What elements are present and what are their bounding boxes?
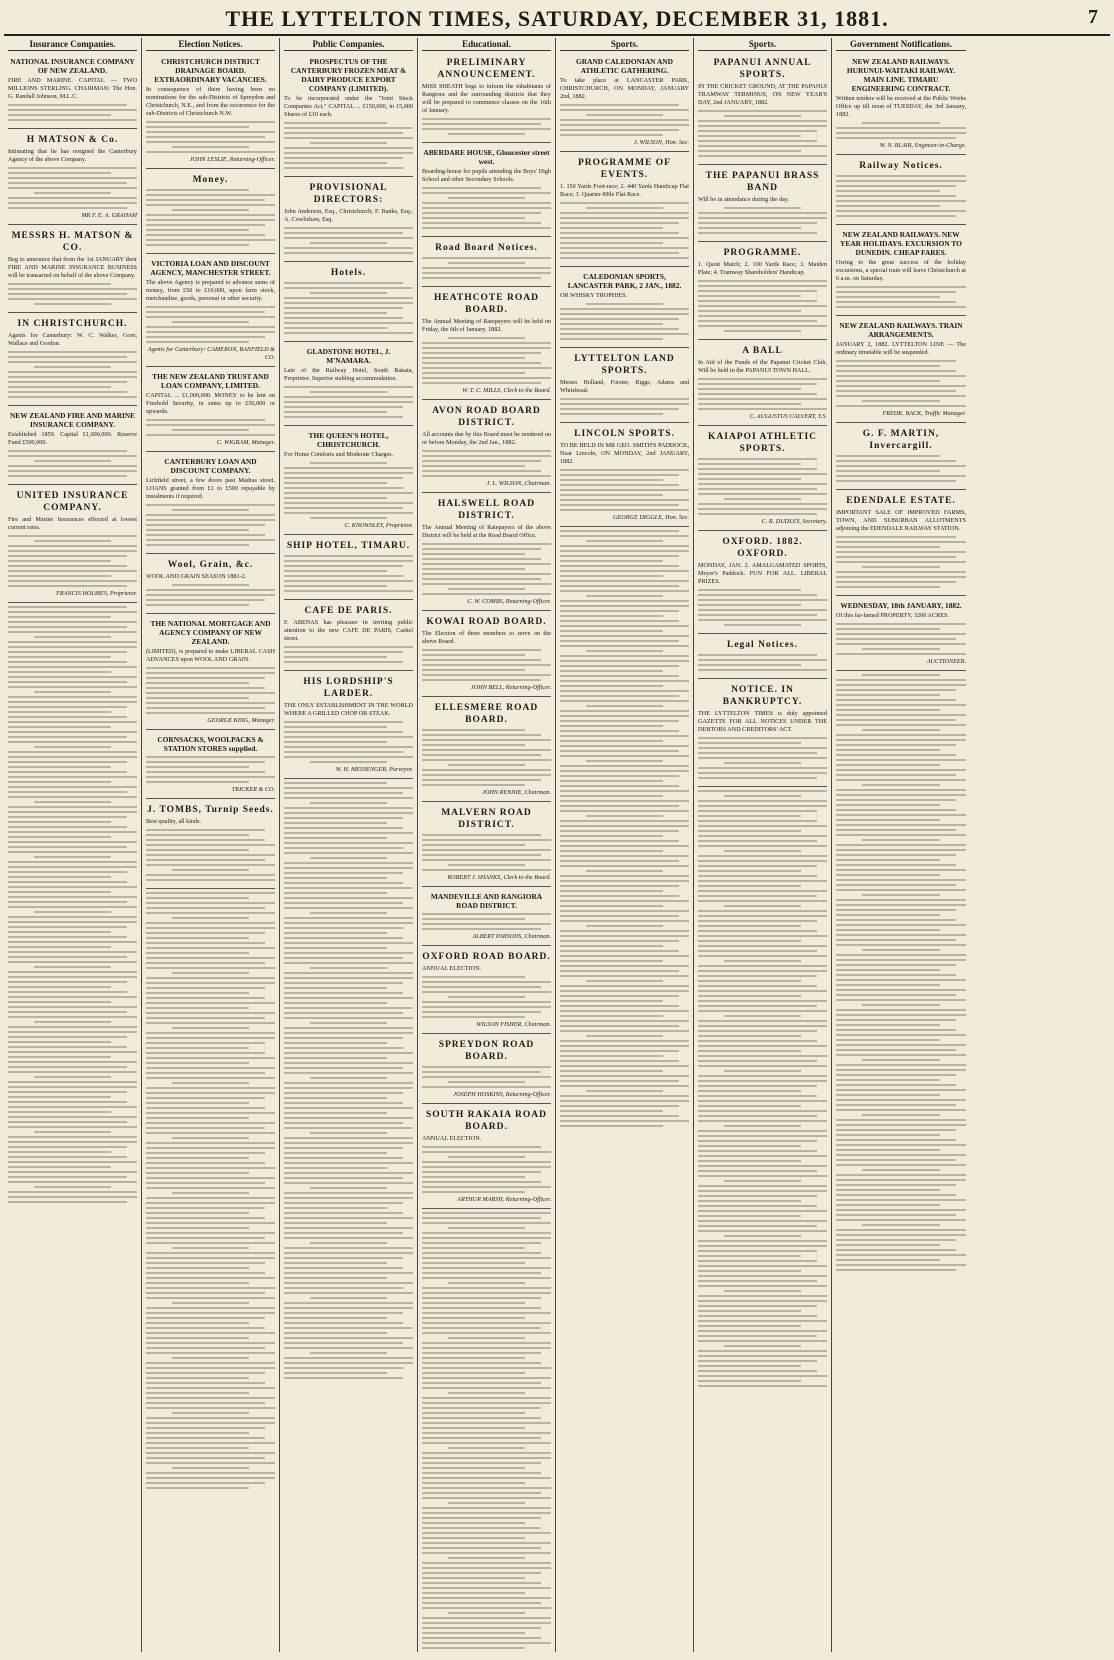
- advertisement: [422, 613, 551, 697]
- ad-title: HIS LORDSHIP'S LARDER.: [303, 677, 394, 699]
- ad-signature: GEORGE DIGGLE, Hon. Sec.: [613, 514, 689, 521]
- ad-title: PROGRAMME OF EVENTS.: [577, 158, 671, 180]
- masthead: [4, 4, 1110, 36]
- body-text-lines: [8, 535, 137, 587]
- ad-title: PAPANUI ANNUAL SPORTS.: [713, 58, 812, 80]
- ad-text: F. ABENAS has pleasure in inviting public attention to the new CAFE DE PARIS, Cashel street.: [284, 619, 413, 642]
- advertisement: [284, 602, 413, 671]
- ad-text: Beg to announce that from the 1st JANUARY their FIRE AND MARINE INSURANCE BUSINESS will be transacted on behalf of the above Company.: [8, 256, 137, 279]
- body-text-lines: [284, 555, 413, 592]
- body-text-lines: [836, 536, 966, 588]
- ad-text: John Anderson, Esq., Christchurch; F. Banks, Esq.; A. Cowlishaw, Esq.: [284, 208, 413, 223]
- ad-title: OXFORD. 1882. OXFORD.: [722, 537, 803, 559]
- body-text-lines: [422, 729, 551, 786]
- advertisement: [836, 492, 966, 596]
- ad-text: CAPITAL ... £1,000,000. MONEY to be lent on Freehold Security, in sums up to £50,000 or upwards.: [146, 392, 275, 415]
- body-text-lines: [284, 462, 413, 519]
- ad-title: KOWAI ROAD BOARD.: [426, 617, 547, 627]
- body-text-lines: [698, 458, 827, 515]
- ad-title: AVON ROAD BOARD DISTRICT.: [432, 406, 541, 428]
- advertisement: [836, 157, 966, 225]
- filler-text: [836, 674, 966, 1271]
- ad-signature: ALBERT PARSONS, Chairman.: [472, 933, 551, 940]
- advertisement: [146, 171, 275, 254]
- advertisement: [8, 227, 137, 313]
- advertisement: [422, 804, 551, 887]
- body-text-lines: [422, 257, 551, 279]
- column-heading: Insurance Companies.: [8, 38, 137, 51]
- body-text-lines: [284, 122, 413, 169]
- body-text-lines: [284, 227, 413, 254]
- ad-text: Will be in attendance during the day.: [698, 196, 789, 203]
- ad-text: IN THE CRICKET GROUND, AT THE PAPANUI TRAMWAY TERMINUS, ON NEW YEAR'S DAY, 2nd JANUARY, 1882.: [698, 83, 827, 106]
- ad-text: 1. Quoit Match; 2. 100 Yards Race; 3. Maiden Plate; 4. Tramway Shareholders' Handicap.: [698, 261, 827, 276]
- body-text-lines: [284, 386, 413, 418]
- ad-title: PROSPECTUS OF THE CANTERBURY FROZEN MEAT & DAIRY PRODUCE EXPORT COMPANY (LIMITED).: [290, 57, 407, 93]
- ad-signature: W. T. C. MILLS, Clerk to the Board.: [462, 387, 551, 394]
- ad-title: EDENDALE ESTATE.: [846, 496, 956, 506]
- ad-title: OXFORD ROAD BOARD.: [422, 952, 551, 962]
- ad-signature: Agents for Canterbury: CAMERON, BANFIELD & CO.: [147, 346, 275, 361]
- body-text-lines: [8, 351, 137, 398]
- body-text-lines: [146, 504, 275, 546]
- advertisement: [284, 673, 413, 779]
- ad-title: CHRISTCHURCH DISTRICT DRAINAGE BOARD. EXTRAORDINARY VACANCIES.: [154, 57, 267, 84]
- ad-title: UNITED INSURANCE COMPANY.: [16, 491, 129, 513]
- ad-title: Railway Notices.: [859, 161, 943, 171]
- body-text-lines: [560, 469, 689, 511]
- advertisement: [560, 154, 689, 267]
- advertisement: [422, 889, 551, 946]
- advertisement: [284, 179, 413, 262]
- ad-signature: J. L. WILSON, Chairman.: [486, 480, 551, 487]
- ad-text: Intimating that he has resigned the Canterbury Agency of the above Company.: [8, 148, 137, 163]
- ad-title: H MATSON & Co.: [26, 135, 119, 145]
- body-text-lines: [698, 110, 827, 157]
- ad-text: Of this far-famed PROPERTY, 3200 ACRES.: [836, 612, 949, 619]
- ad-signature: C. R. DUDLEY, Secretary.: [761, 518, 827, 525]
- ad-title: THE NEW ZEALAND TRUST AND LOAN COMPANY, LIMITED.: [152, 372, 269, 390]
- advertisement: [146, 454, 275, 554]
- ad-title: NOTICE. IN BANKRUPTCY.: [722, 685, 803, 707]
- advertisement: [8, 54, 137, 129]
- column-6: [694, 38, 832, 1652]
- ad-text: THE ONLY ESTABLISHMENT IN THE WORLD WHERE A GRILLED CHOP OR STEAK.: [284, 702, 413, 717]
- ad-title: CAFE DE PARIS.: [304, 606, 393, 616]
- ad-title: VICTORIA LOAN AND DISCOUNT AGENCY, MANCHESTER STREET.: [150, 259, 271, 277]
- ad-title: HALSWELL ROAD DISTRICT.: [437, 499, 536, 521]
- body-text-lines: [560, 398, 689, 415]
- body-text-lines: [146, 667, 275, 714]
- column-heading: Public Companies.: [284, 38, 413, 51]
- ad-text: To be incorporated under the "Joint Stock Companies Act." CAPITAL ... £150,000, in 15,000 Shares of £10 each.: [284, 95, 413, 118]
- ad-title: SHIP HOTEL, TIMARU.: [286, 541, 411, 551]
- ad-text: For Home Comforts and Moderate Charges.: [284, 451, 394, 458]
- advertisement: [422, 239, 551, 287]
- ad-signature: JOHN RENNIE, Chairman.: [482, 789, 551, 796]
- filler-text: [146, 892, 275, 1489]
- body-text-lines: [422, 187, 551, 229]
- ad-title: Money.: [192, 175, 229, 185]
- body-text-lines: [422, 976, 551, 1018]
- ad-signature: ARTHUR MARSH, Returning-Officer.: [457, 1196, 551, 1203]
- body-text-lines: [146, 756, 275, 783]
- advertisement: [698, 244, 827, 340]
- column-heading: Sports.: [698, 38, 827, 51]
- column-5: [556, 38, 694, 1652]
- ad-title: CANTERBURY LOAN AND DISCOUNT COMPANY.: [164, 457, 257, 475]
- advertisement: [698, 342, 827, 426]
- ad-text: The Election of three members to serve on the above Board.: [422, 630, 551, 645]
- ad-signature: W. N. BLAIR, Engineer-in-Charge.: [879, 142, 966, 149]
- filler-text: [284, 782, 413, 1379]
- ad-text: Late of the Railway Hotel, South Rakaia, Proprietor. Superior stabling accommodation.: [284, 367, 413, 382]
- ad-text: The Annual Meeting of Ratepayers will be held on Friday, the 6th of January, 1882.: [422, 318, 551, 333]
- body-text-lines: [284, 646, 413, 663]
- body-text-lines: [560, 104, 689, 136]
- advertisement: [698, 533, 827, 634]
- ad-title: LYTTELTON LAND SPORTS.: [574, 354, 675, 376]
- ad-title: Hotels.: [330, 268, 367, 278]
- ad-text: In consequence of there having been no nominations for the sub-Districts of Spreydon and Christchurch, N.E., and from the occurrence for the sub-Districts of Christchurch N.W.: [146, 86, 275, 117]
- ad-title: NATIONAL INSURANCE COMPANY OF NEW ZEALAND.: [10, 57, 135, 75]
- columns: [4, 38, 1110, 1652]
- ad-title: LINCOLN SPORTS.: [574, 429, 675, 439]
- body-text-lines: [422, 450, 551, 477]
- ad-title: J. TOMBS, Turnip Seeds.: [147, 805, 274, 815]
- ad-signature: GEORGE KING, Manager.: [207, 717, 275, 724]
- advertisement: [146, 54, 275, 169]
- advertisement: [422, 402, 551, 493]
- ad-title: GLADSTONE HOTEL, J. M'NAMARA.: [306, 347, 391, 365]
- ad-text: (LIMITED), is prepared to make LIBERAL CASH ADVANCES upon WOOL AND GRAIN.: [146, 648, 275, 663]
- body-text-lines: [146, 829, 275, 881]
- advertisement: [422, 495, 551, 611]
- body-text-lines: [698, 589, 827, 626]
- advertisement: [836, 425, 966, 490]
- ad-title: Legal Notices.: [727, 640, 798, 650]
- ad-text: Messrs Holland, Forster, Riggs, Adams and Whitehead.: [560, 379, 689, 394]
- ad-text: OR WHISKY TROPHIES.: [560, 292, 628, 299]
- ad-signature: C. WIGRAM, Manager.: [216, 439, 275, 446]
- ad-text: Lichfield street, a few doors past Madras street. LOANS granted from £1 to £500 repayable by instalments if required.: [146, 477, 275, 500]
- ad-text: The above Agency is prepared to advance sums of money, from £50 to £10,000, upon farm stock, merchandise, goods, personal or other security.: [146, 279, 275, 302]
- body-text-lines: [698, 378, 827, 410]
- advertisement: [836, 227, 966, 316]
- ad-signature: TRICKER & CO.: [231, 786, 275, 793]
- ad-signature: JOHN BELL, Returning-Officer.: [470, 684, 551, 691]
- ad-title: ELLESMERE ROAD BOARD.: [434, 703, 539, 725]
- body-text-lines: [836, 175, 966, 217]
- body-text-lines: [698, 280, 827, 332]
- ad-title: ABERDARE HOUSE, Gloucester street west.: [423, 148, 550, 166]
- advertisement: [146, 732, 275, 799]
- ad-text: Best quality, all kinds.: [146, 818, 202, 825]
- filler-text: [560, 530, 689, 1127]
- ad-title: MALVERN ROAD DISTRICT.: [441, 808, 532, 830]
- advertisement: [284, 428, 413, 535]
- column-7: [832, 38, 970, 1652]
- column-heading: Government Notifications.: [836, 38, 966, 51]
- column-heading: Election Notices.: [146, 38, 275, 51]
- ad-text: Agents for Canterbury: W. C. Walker, Gore; Wallace and Gordon.: [8, 332, 137, 347]
- ad-text: Fire and Marine Insurances effected at lowest current rates.: [8, 516, 137, 531]
- advertisement: [422, 54, 551, 143]
- filler-text: [8, 606, 137, 1203]
- advertisement: [422, 699, 551, 802]
- ad-signature: J. WILSON, Hon. Sec.: [633, 139, 689, 146]
- ad-text: In Aid of the Funds of the Papanui Cricket Club, Will be held in the PAPANUI TOWN HALL.: [698, 359, 827, 374]
- ad-text: The Annual Meeting of Ratepayers of the above District will be held at the Road Board Office.: [422, 524, 551, 539]
- ad-signature: FREDK. BACK, Traffic Manager.: [882, 410, 966, 417]
- column-heading: Educational.: [422, 38, 551, 51]
- ad-text: IMPORTANT SALE OF IMPROVED FARMS, TOWN, AND SUBURBAN ALLOTMENTS adjoining the EDENDALE RAILWAY STATION.: [836, 509, 966, 532]
- body-text-lines: [422, 834, 551, 871]
- ad-signature: JOSEPH HOSKINS, Returning-Officer.: [453, 1091, 551, 1098]
- ad-title: CALEDONIAN SPORTS, LANCASTER PARK, 2 JAN., 1882.: [567, 272, 682, 290]
- advertisement: [8, 408, 137, 485]
- advertisement: [284, 344, 413, 426]
- column-3: [280, 38, 418, 1652]
- ad-signature: FRANCIS HOLMES, Proprietor.: [56, 590, 137, 597]
- advertisement: [422, 289, 551, 400]
- advertisement: [698, 428, 827, 531]
- body-text-lines: [8, 167, 137, 209]
- ad-title: A BALL: [742, 346, 783, 356]
- ad-text: Written tenders will be received at the Public Works Office up till noon of TUESDAY, the 3rd January, 1882.: [836, 95, 966, 118]
- ad-text: Boarding-house for pupils attending the Boys' High School and other Secondary Schools.: [422, 168, 551, 183]
- advertisement: [698, 636, 827, 679]
- body-text-lines: [146, 121, 275, 153]
- ad-title: IN CHRISTCHURCH.: [17, 319, 128, 329]
- body-text-lines: [698, 207, 827, 234]
- ad-text: To take place at LANCASTER PARK, CHRISTCHURCH, ON MONDAY, JANUARY 2nd, 1882.: [560, 77, 689, 100]
- ad-signature: W. H. MESSENGER, Purveyor.: [335, 766, 413, 773]
- ad-title: CORNSACKS, WOOLPACKS & STATION STORES supplied.: [157, 735, 264, 753]
- body-text-lines: [8, 104, 137, 121]
- ad-text: Established 1859. Capital £1,000,000. Reserve Fund £500,000.: [8, 431, 137, 446]
- body-text-lines: [146, 419, 275, 436]
- advertisement: [560, 269, 689, 348]
- body-text-lines: [422, 543, 551, 595]
- advertisement: [146, 801, 275, 889]
- ad-title: THE NATIONAL MORTGAGE AND AGENCY COMPANY OF NEW ZEALAND.: [150, 619, 271, 646]
- body-text-lines: [560, 202, 689, 259]
- advertisement: [422, 948, 551, 1034]
- body-text-lines: [836, 122, 966, 139]
- ad-title: Road Board Notices.: [435, 243, 538, 253]
- ad-signature: JOHN LESLIE, Returning-Officer.: [189, 156, 275, 163]
- ad-title: GRAND CALEDONIAN AND ATHLETIC GATHERING.: [576, 57, 673, 75]
- ad-title: PRELIMINARY ANNOUNCEMENT.: [437, 58, 536, 80]
- ad-text: Owing to the great success of the holiday excursions, a special train will leave Christchurch at 6 a.m. on Saturday.: [836, 259, 966, 282]
- body-text-lines: [698, 654, 827, 671]
- column-4: [418, 38, 556, 1652]
- advertisement: [698, 54, 827, 165]
- ad-title: NEW ZEALAND FIRE AND MARINE INSURANCE COMPANY.: [9, 411, 136, 429]
- ad-title: NEW ZEALAND RAILWAYS. NEW YEAR HOLIDAYS. EXCURSION TO DUNEDIN. CHEAP FARES.: [840, 230, 962, 257]
- ad-text: MISS SHEATH begs to inform the inhabitants of Rangiora and the surrounding districts that they will be prepared to commence classes on the 16th of January.: [422, 83, 551, 114]
- ad-title: NEW ZEALAND RAILWAYS. HURUNUI-WAITAKI RAILWAY. MAIN LINE. TIMARU ENGINEERING CONTRACT.: [846, 57, 956, 93]
- body-text-lines: [8, 450, 137, 477]
- body-text-lines: [836, 623, 966, 655]
- ad-text: WOOL AND GRAIN SEASON 1881-2.: [146, 573, 247, 580]
- body-text-lines: [146, 189, 275, 246]
- ad-title: SOUTH RAKAIA ROAD BOARD.: [426, 1110, 547, 1132]
- advertisement: [836, 54, 966, 155]
- ad-text: TO BE HELD IN MR GEO. SMITH'S PADDOCK, Near Lincoln, ON MONDAY, 2nd JANUARY, 1882.: [560, 442, 689, 465]
- ad-text: ANNUAL ELECTION.: [422, 1135, 482, 1142]
- body-text-lines: [836, 455, 966, 482]
- ad-title: PROVISIONAL DIRECTORS:: [309, 183, 388, 205]
- ad-signature: C. W. COMBS, Returning-Officer.: [467, 598, 551, 605]
- body-text-lines: [698, 737, 827, 779]
- advertisement: [146, 556, 275, 614]
- ad-title: PROGRAMME.: [723, 248, 802, 258]
- page-number: 7: [1088, 6, 1098, 28]
- body-text-lines: [8, 283, 137, 305]
- advertisement: [560, 425, 689, 527]
- ad-title: THE PAPANUI BRASS BAND: [705, 171, 820, 193]
- body-text-lines: [284, 282, 413, 334]
- newspaper-title: THE LYTTELTON TIMES, SATURDAY, DECEMBER 31, 1881.: [225, 6, 889, 31]
- body-text-lines: [422, 118, 551, 135]
- body-text-lines: [836, 286, 966, 308]
- ad-title: WEDNESDAY, 18th JANUARY, 1882.: [840, 601, 962, 610]
- ad-title: NEW ZEALAND RAILWAYS. TRAIN ARRANGEMENTS.: [839, 321, 963, 339]
- advertisement: [8, 487, 137, 603]
- ad-title: SPREYDON ROAD BOARD.: [438, 1040, 535, 1062]
- advertisement: [836, 318, 966, 423]
- ad-signature: MR F. E. A. GRAHAM: [81, 212, 137, 219]
- ad-text: JANUARY 2, 1882. LYTTELTON LINE — The ordinary timetable will be suspended.: [836, 341, 966, 356]
- advertisement: [8, 131, 137, 225]
- ad-text: THE LYTTELTON TIMES is duly appointed GAZETTE FOR ALL NOTICES UNDER THE DEBTORS AND CREDITORS' ACT.: [698, 710, 827, 733]
- ad-text: All accounts due by this Board must be rendered on or before Monday, the 2nd Jan., 1882.: [422, 431, 551, 446]
- body-text-lines: [422, 1146, 551, 1193]
- ad-title: G. F. MARTIN, Invercargill.: [862, 429, 940, 451]
- body-text-lines: [146, 584, 275, 606]
- ad-signature: ROBERT J. SHANKS, Clerk to the Board.: [447, 874, 551, 881]
- body-text-lines: [836, 360, 966, 407]
- ad-title: KAIAPOI ATHLETIC SPORTS.: [708, 432, 817, 454]
- advertisement: [284, 537, 413, 600]
- ad-title: MESSRS H. MATSON & CO.: [11, 231, 134, 253]
- advertisement: [698, 681, 827, 787]
- body-text-lines: [284, 721, 413, 763]
- ad-title: HEATHCOTE ROAD BOARD.: [434, 293, 539, 315]
- body-text-lines: [422, 649, 551, 681]
- ad-text: FIRE AND MARINE. CAPITAL — TWO MILLIONS STERLING. CHAIRMAN: The Hon. G. Randall Johnson, M.L.C.: [8, 77, 137, 100]
- filler-text: [422, 1212, 551, 1652]
- ad-text: ANNUAL ELECTION.: [422, 965, 482, 972]
- ad-title: MANDEVILLE AND RANGIORA ROAD DISTRICT.: [430, 892, 543, 910]
- body-text-lines: [146, 306, 275, 343]
- advertisement: [422, 1036, 551, 1104]
- advertisement: [836, 598, 966, 671]
- advertisement: [560, 54, 689, 152]
- column-1: [4, 38, 142, 1652]
- ad-signature: WILSON FISHER, Chairman.: [476, 1021, 551, 1028]
- advertisement: [284, 264, 413, 342]
- ad-signature: C. AUGUSTUS CALVERT, Y.S.: [749, 413, 827, 420]
- ad-title: Wool, Grain, &c.: [167, 560, 254, 570]
- advertisement: [698, 167, 827, 242]
- ad-signature: C. KNOWSLEY, Proprietor.: [344, 522, 413, 529]
- advertisement: [8, 315, 137, 406]
- ad-text: MONDAY, JAN. 2. AMALGAMATED SPORTS, Meyer's Paddock. FUN FOR ALL. LIBERAL PRIZES.: [698, 562, 827, 585]
- column-2: [142, 38, 280, 1652]
- advertisement: [146, 369, 275, 452]
- body-text-lines: [422, 1066, 551, 1088]
- advertisement: [146, 256, 275, 367]
- body-text-lines: [560, 303, 689, 340]
- ad-signature: AUCTIONEER.: [926, 658, 966, 665]
- advertisement: [146, 616, 275, 730]
- column-heading: Sports.: [560, 38, 689, 51]
- filler-text: [698, 790, 827, 1387]
- advertisement: [422, 1106, 551, 1209]
- advertisement: [560, 350, 689, 423]
- newspaper-page: [4, 4, 1110, 1652]
- body-text-lines: [422, 913, 551, 930]
- body-text-lines: [422, 337, 551, 384]
- advertisement: [422, 145, 551, 237]
- ad-title: THE QUEEN'S HOTEL, CHRISTCHURCH.: [308, 431, 389, 449]
- advertisement: [284, 54, 413, 177]
- ad-text: 1. 150 Yards Foot-race; 2. 440 Yards Handicap Flat Race; 3. Quarter-Mile Flat Race.: [560, 183, 689, 198]
